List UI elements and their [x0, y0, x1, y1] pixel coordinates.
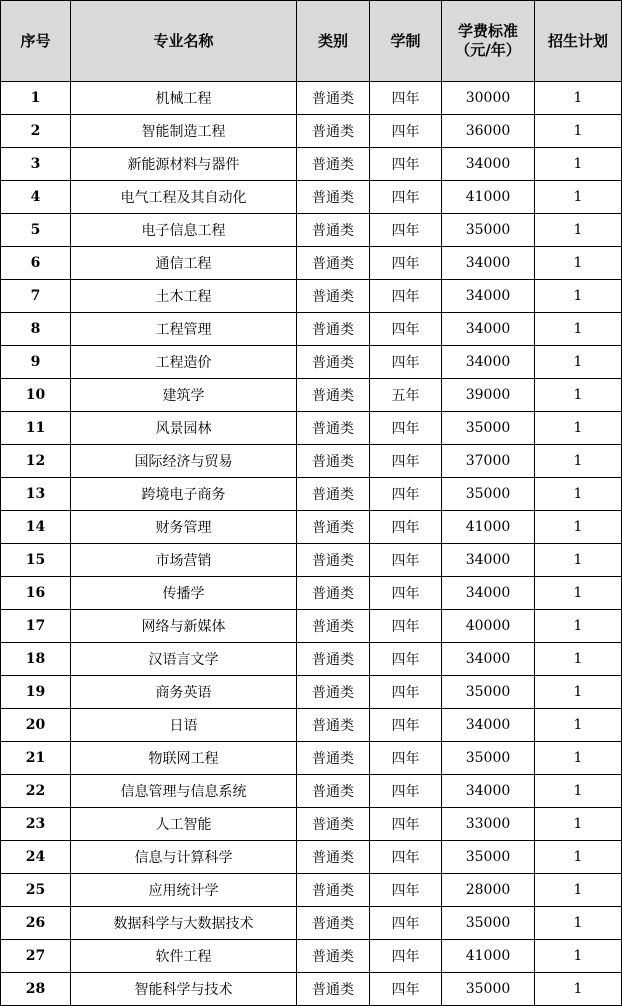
cell-category: 普通类 [297, 280, 370, 313]
cell-fee: 28000 [442, 874, 535, 907]
table-row [1, 841, 622, 874]
cell-duration: 四年 [370, 577, 442, 610]
cell-no: 27 [1, 940, 71, 973]
cell-fee: 34000 [442, 247, 535, 280]
cell-name: 工程造价 [71, 346, 297, 379]
table-row [1, 181, 622, 214]
cell-category: 普通类 [297, 544, 370, 577]
cell-duration: 四年 [370, 940, 442, 973]
cell-no: 16 [1, 577, 71, 610]
cell-duration: 四年 [370, 841, 442, 874]
cell-plan: 1 [535, 577, 622, 610]
cell-no: 24 [1, 841, 71, 874]
cell-plan: 1 [535, 280, 622, 313]
cell-plan: 1 [535, 808, 622, 841]
cell-duration: 四年 [370, 544, 442, 577]
header-no: 序号 [1, 1, 71, 82]
cell-plan: 1 [535, 973, 622, 1006]
cell-category: 普通类 [297, 412, 370, 445]
cell-plan: 1 [535, 445, 622, 478]
cell-plan: 1 [535, 676, 622, 709]
cell-duration: 四年 [370, 82, 442, 115]
cell-duration: 四年 [370, 412, 442, 445]
cell-fee: 34000 [442, 280, 535, 313]
cell-category: 普通类 [297, 379, 370, 412]
cell-no: 1 [1, 82, 71, 115]
cell-plan: 1 [535, 643, 622, 676]
cell-plan: 1 [535, 907, 622, 940]
cell-plan: 1 [535, 775, 622, 808]
cell-category: 普通类 [297, 148, 370, 181]
cell-name: 信息与计算科学 [71, 841, 297, 874]
cell-plan: 1 [535, 841, 622, 874]
cell-no: 6 [1, 247, 71, 280]
table-row [1, 775, 622, 808]
cell-category: 普通类 [297, 181, 370, 214]
cell-category: 普通类 [297, 742, 370, 775]
cell-fee: 36000 [442, 115, 535, 148]
cell-plan: 1 [535, 379, 622, 412]
cell-category: 普通类 [297, 214, 370, 247]
cell-duration: 四年 [370, 775, 442, 808]
cell-duration: 四年 [370, 808, 442, 841]
cell-duration: 四年 [370, 280, 442, 313]
header-plan: 招生计划 [535, 1, 622, 82]
cell-name: 数据科学与大数据技术 [71, 907, 297, 940]
cell-fee: 34000 [442, 775, 535, 808]
cell-fee: 35000 [442, 973, 535, 1006]
cell-no: 19 [1, 676, 71, 709]
cell-name: 机械工程 [71, 82, 297, 115]
cell-duration: 四年 [370, 874, 442, 907]
cell-no: 4 [1, 181, 71, 214]
cell-fee: 33000 [442, 808, 535, 841]
cell-category: 普通类 [297, 709, 370, 742]
cell-no: 11 [1, 412, 71, 445]
cell-no: 20 [1, 709, 71, 742]
cell-plan: 1 [535, 544, 622, 577]
cell-no: 8 [1, 313, 71, 346]
cell-no: 9 [1, 346, 71, 379]
table-row [1, 478, 622, 511]
cell-plan: 1 [535, 346, 622, 379]
cell-fee: 41000 [442, 940, 535, 973]
cell-category: 普通类 [297, 907, 370, 940]
cell-name: 汉语言文学 [71, 643, 297, 676]
table-row [1, 973, 622, 1006]
cell-no: 28 [1, 973, 71, 1006]
cell-fee: 37000 [442, 445, 535, 478]
header-fee-line2: （元/年） [455, 41, 521, 59]
table-row [1, 247, 622, 280]
table-row [1, 676, 622, 709]
cell-category: 普通类 [297, 511, 370, 544]
cell-no: 25 [1, 874, 71, 907]
cell-name: 网络与新媒体 [71, 610, 297, 643]
cell-fee: 35000 [442, 742, 535, 775]
table-row [1, 82, 622, 115]
cell-fee: 41000 [442, 181, 535, 214]
cell-category: 普通类 [297, 445, 370, 478]
header-category: 类别 [297, 1, 370, 82]
cell-duration: 四年 [370, 115, 442, 148]
cell-fee: 35000 [442, 478, 535, 511]
table-row [1, 907, 622, 940]
cell-name: 财务管理 [71, 511, 297, 544]
cell-category: 普通类 [297, 775, 370, 808]
cell-category: 普通类 [297, 874, 370, 907]
cell-duration: 四年 [370, 148, 442, 181]
cell-plan: 1 [535, 82, 622, 115]
cell-name: 国际经济与贸易 [71, 445, 297, 478]
cell-duration: 四年 [370, 346, 442, 379]
cell-plan: 1 [535, 742, 622, 775]
cell-fee: 34000 [442, 148, 535, 181]
cell-plan: 1 [535, 478, 622, 511]
cell-plan: 1 [535, 511, 622, 544]
header-row [1, 1, 622, 82]
cell-plan: 1 [535, 412, 622, 445]
table-row [1, 808, 622, 841]
cell-name: 商务英语 [71, 676, 297, 709]
cell-name: 工程管理 [71, 313, 297, 346]
cell-duration: 四年 [370, 313, 442, 346]
cell-plan: 1 [535, 214, 622, 247]
table-row [1, 610, 622, 643]
cell-fee: 34000 [442, 709, 535, 742]
cell-duration: 五年 [370, 379, 442, 412]
table-row [1, 115, 622, 148]
cell-name: 智能科学与技术 [71, 973, 297, 1006]
cell-category: 普通类 [297, 676, 370, 709]
cell-no: 26 [1, 907, 71, 940]
header-name: 专业名称 [71, 1, 297, 82]
cell-fee: 41000 [442, 511, 535, 544]
table-row [1, 643, 622, 676]
cell-name: 应用统计学 [71, 874, 297, 907]
cell-fee: 34000 [442, 544, 535, 577]
cell-name: 市场营销 [71, 544, 297, 577]
cell-name: 人工智能 [71, 808, 297, 841]
cell-duration: 四年 [370, 610, 442, 643]
cell-plan: 1 [535, 610, 622, 643]
cell-category: 普通类 [297, 478, 370, 511]
cell-no: 10 [1, 379, 71, 412]
cell-plan: 1 [535, 874, 622, 907]
cell-name: 智能制造工程 [71, 115, 297, 148]
cell-duration: 四年 [370, 478, 442, 511]
table-row [1, 313, 622, 346]
cell-category: 普通类 [297, 610, 370, 643]
cell-name: 通信工程 [71, 247, 297, 280]
cell-duration: 四年 [370, 643, 442, 676]
table-row [1, 379, 622, 412]
cell-category: 普通类 [297, 346, 370, 379]
cell-name: 电气工程及其自动化 [71, 181, 297, 214]
cell-no: 15 [1, 544, 71, 577]
table-row [1, 445, 622, 478]
cell-duration: 四年 [370, 214, 442, 247]
cell-name: 传播学 [71, 577, 297, 610]
cell-category: 普通类 [297, 115, 370, 148]
table-row [1, 940, 622, 973]
cell-category: 普通类 [297, 82, 370, 115]
cell-no: 13 [1, 478, 71, 511]
cell-fee: 39000 [442, 379, 535, 412]
header-fee-line1: 学费标准 [457, 22, 518, 40]
cell-fee: 34000 [442, 313, 535, 346]
cell-fee: 34000 [442, 346, 535, 379]
table-row [1, 742, 622, 775]
cell-no: 14 [1, 511, 71, 544]
header-fee [442, 1, 535, 82]
cell-category: 普通类 [297, 973, 370, 1006]
cell-name: 风景园林 [71, 412, 297, 445]
table-row [1, 874, 622, 907]
cell-plan: 1 [535, 247, 622, 280]
cell-category: 普通类 [297, 577, 370, 610]
cell-name: 新能源材料与器件 [71, 148, 297, 181]
table-row [1, 544, 622, 577]
cell-duration: 四年 [370, 511, 442, 544]
cell-plan: 1 [535, 313, 622, 346]
cell-no: 21 [1, 742, 71, 775]
cell-duration: 四年 [370, 247, 442, 280]
cell-no: 12 [1, 445, 71, 478]
cell-fee: 35000 [442, 907, 535, 940]
table-row [1, 577, 622, 610]
cell-duration: 四年 [370, 742, 442, 775]
cell-plan: 1 [535, 115, 622, 148]
cell-no: 17 [1, 610, 71, 643]
cell-duration: 四年 [370, 907, 442, 940]
table-row [1, 709, 622, 742]
cell-no: 18 [1, 643, 71, 676]
cell-name: 软件工程 [71, 940, 297, 973]
cell-fee: 34000 [442, 577, 535, 610]
cell-no: 7 [1, 280, 71, 313]
cell-plan: 1 [535, 148, 622, 181]
cell-name: 土木工程 [71, 280, 297, 313]
cell-no: 5 [1, 214, 71, 247]
cell-name: 建筑学 [71, 379, 297, 412]
table-row [1, 280, 622, 313]
cell-name: 跨境电子商务 [71, 478, 297, 511]
cell-name: 物联网工程 [71, 742, 297, 775]
cell-name: 电子信息工程 [71, 214, 297, 247]
table-row [1, 346, 622, 379]
cell-fee: 35000 [442, 214, 535, 247]
cell-plan: 1 [535, 709, 622, 742]
cell-name: 信息管理与信息系统 [71, 775, 297, 808]
cell-category: 普通类 [297, 313, 370, 346]
cell-category: 普通类 [297, 247, 370, 280]
table-row [1, 511, 622, 544]
cell-fee: 35000 [442, 841, 535, 874]
cell-fee: 34000 [442, 643, 535, 676]
cell-no: 2 [1, 115, 71, 148]
cell-fee: 35000 [442, 676, 535, 709]
cell-fee: 35000 [442, 412, 535, 445]
cell-no: 3 [1, 148, 71, 181]
table-header [1, 1, 622, 82]
cell-no: 23 [1, 808, 71, 841]
table-body [1, 82, 622, 1006]
cell-plan: 1 [535, 181, 622, 214]
cell-category: 普通类 [297, 808, 370, 841]
cell-duration: 四年 [370, 181, 442, 214]
cell-fee: 40000 [442, 610, 535, 643]
cell-duration: 四年 [370, 709, 442, 742]
cell-no: 22 [1, 775, 71, 808]
table-row [1, 214, 622, 247]
cell-duration: 四年 [370, 676, 442, 709]
cell-plan: 1 [535, 940, 622, 973]
cell-duration: 四年 [370, 973, 442, 1006]
cell-category: 普通类 [297, 643, 370, 676]
header-duration: 学制 [370, 1, 442, 82]
cell-fee: 30000 [442, 82, 535, 115]
table-row [1, 412, 622, 445]
cell-category: 普通类 [297, 841, 370, 874]
cell-duration: 四年 [370, 445, 442, 478]
cell-category: 普通类 [297, 940, 370, 973]
table-row [1, 148, 622, 181]
cell-name: 日语 [71, 709, 297, 742]
